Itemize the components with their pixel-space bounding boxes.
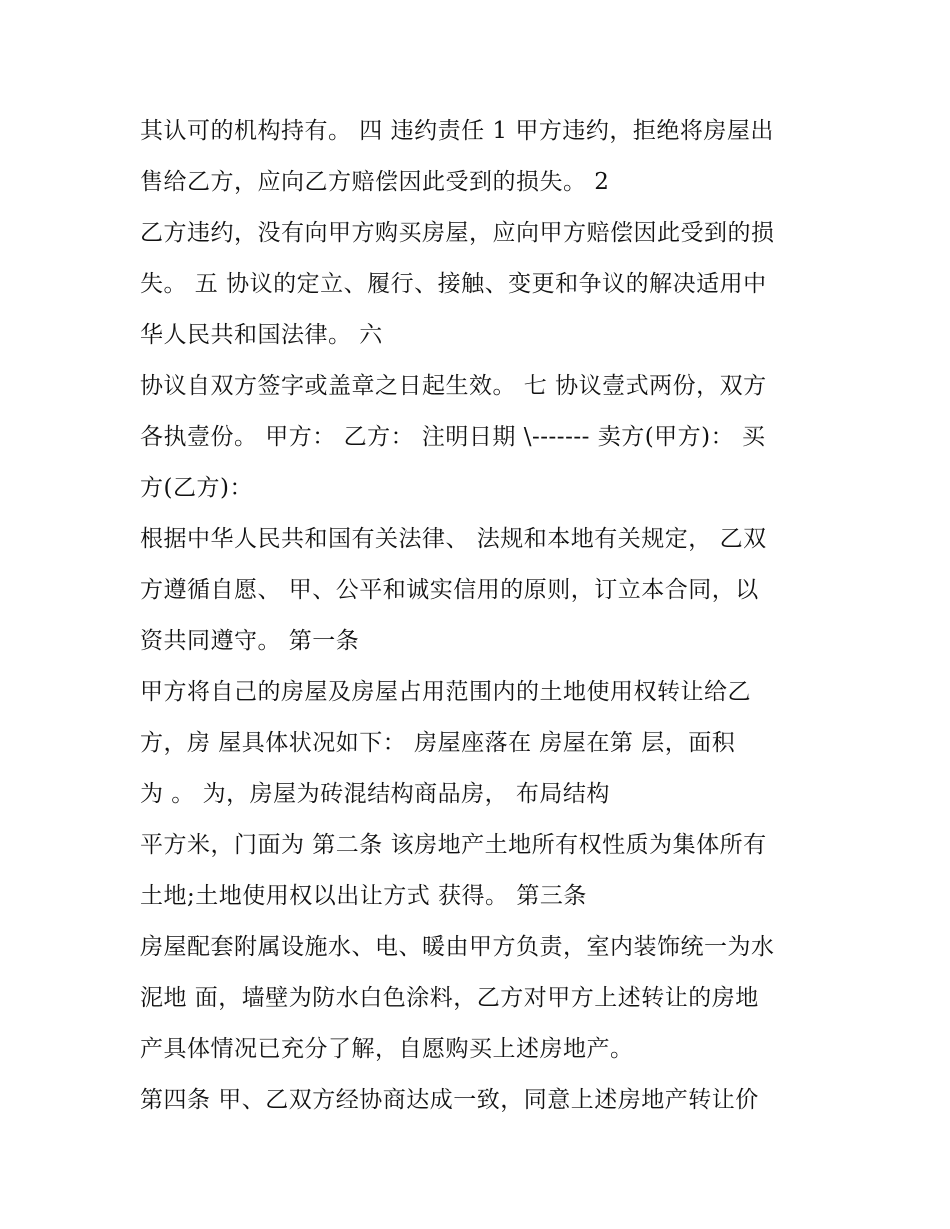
text-line: 产具体情况已充分了解，自愿购买上述房地产。 <box>140 1036 634 1062</box>
text-line: 为 。 为，房屋为砖混结构商品房， 布局结构 <box>140 781 610 807</box>
text-line: 协议自双方签字或盖章之日起生效。 七 协议壹式两份，双方 <box>140 373 767 399</box>
text-line: 各执壹份。 甲方： 乙方： 注明日期 \------- 卖方(甲方)： 买 <box>140 424 766 450</box>
text-line: 乙方违约，没有向甲方购买房屋，应向甲方赔偿因此受到的损 <box>140 220 775 246</box>
text-line: 方遵循自愿、 甲、公平和诚实信用的原则，订立本合同，以 <box>140 577 759 603</box>
text-line: 泥地 面，墙壁为防水白色涂料，乙方对甲方上述转让的房地 <box>140 985 759 1011</box>
text-line: 平方米，门面为 第二条 该房地产土地所有权性质为集体所有 <box>140 832 767 858</box>
document-body <box>140 106 830 1126</box>
text-line: 方，房 屋具体状况如下： 房屋座落在 房屋在第 层，面积 <box>140 730 736 756</box>
text-line: 土地;土地使用权以出让方式 获得。 第三条 <box>140 883 587 909</box>
text-line: 甲方将自己的房屋及房屋占用范围内的土地使用权转让给乙 <box>140 679 751 705</box>
text-line: 其认可的机构持有。 四 违约责任 1 甲方违约，拒绝将房屋出 <box>140 118 774 144</box>
text-line: 房屋配套附属设施水、电、暖由甲方负责，室内装饰统一为水 <box>140 934 775 960</box>
text-line: 售给乙方，应向乙方赔偿因此受到的损失。 2 <box>140 169 610 195</box>
text-line: 失。 五 协议的定立、履行、接触、变更和争议的解决适用中 <box>140 271 767 297</box>
text-line: 第四条 甲、乙双方经协商达成一致，同意上述房地产转让价 <box>140 1087 759 1113</box>
text-line: 根据中华人民共和国有关法律、 法规和本地有关规定， 乙双 <box>140 526 767 552</box>
text-line: 资共同遵守。 第一条 <box>140 628 360 654</box>
text-line: 方(乙方)： <box>140 475 253 501</box>
text-line: 华人民共和国法律。 六 <box>140 322 383 348</box>
